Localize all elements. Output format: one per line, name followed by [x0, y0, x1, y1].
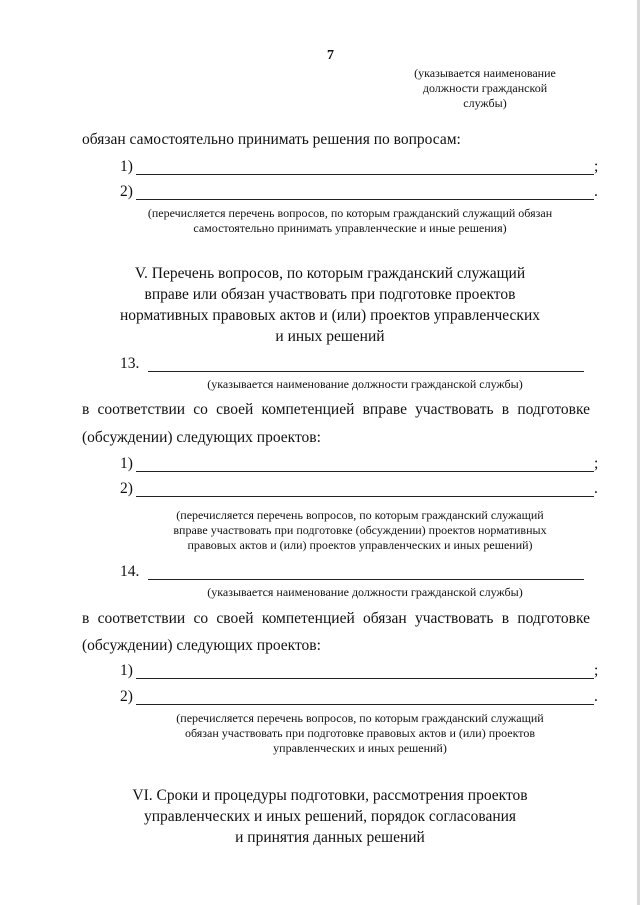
heading-line: управленческих и иных решений, порядок согласования	[143, 808, 517, 825]
note-line: правовых актов и (или) проектов управленческих и иных решений)	[187, 538, 533, 552]
heading-line: и принятия данных решений	[235, 829, 425, 846]
note-line: службы)	[463, 96, 507, 110]
section-5-heading	[80, 263, 580, 347]
blank-list-item-1	[120, 455, 600, 475]
note-line: (указывается наименование	[414, 66, 556, 80]
note-line: должности гражданской	[422, 81, 548, 95]
item-end-mark: ;	[594, 662, 599, 679]
item-14-text-line-2: (обсуждении) следующих проектов:	[82, 637, 321, 654]
blank-list-item-1	[120, 662, 600, 682]
page-number: 7	[327, 48, 334, 63]
fill-line	[136, 704, 594, 705]
list-note	[130, 508, 590, 553]
item-13-text-line-2: (обсуждении) следующих проектов:	[82, 429, 321, 446]
item-end-mark: ;	[594, 455, 599, 472]
section-6-heading	[80, 785, 580, 848]
item-number: 1)	[120, 662, 133, 679]
item-13-text-line-1: в соответствии со своей компетенцией вправе участвовать в подготовке	[82, 401, 590, 418]
fill-line	[136, 678, 594, 679]
note-line: управленческих и иных решений)	[273, 741, 447, 755]
heading-line: V. Перечень вопросов, по которым гражданский служащий	[134, 265, 526, 282]
fill-line	[136, 471, 594, 472]
item-number: 1)	[120, 158, 133, 175]
note-line: (перечисляется перечень вопросов, по которым гражданский служащий	[176, 711, 544, 725]
list-note	[110, 206, 590, 236]
position-name-note: (указывается наименование должности гражданской службы)	[207, 585, 523, 599]
heading-line: VI. Сроки и процедуры подготовки, рассмотрения проектов	[132, 787, 528, 804]
item-number: 2)	[120, 183, 133, 200]
blank-list-item-1	[120, 158, 600, 178]
fill-line	[136, 174, 594, 175]
item-number: 14.	[120, 563, 140, 580]
item-13-position-line	[120, 355, 590, 375]
blank-list-item-2	[120, 688, 600, 708]
blank-list-item-2	[120, 480, 600, 500]
item-number: 2)	[120, 480, 133, 497]
fill-line	[148, 371, 584, 372]
item-14-text-line-1: в соответствии со своей компетенцией обязан участвовать в подготовке	[82, 610, 590, 627]
list-note	[130, 711, 590, 756]
item-end-mark: ;	[594, 158, 599, 175]
item-end-mark: .	[594, 183, 598, 200]
item-number: 13.	[120, 355, 140, 372]
heading-line: и иных решений	[275, 328, 385, 345]
heading-line: нормативных правовых актов и (или) проектов управленческих	[119, 307, 541, 324]
fill-line	[148, 579, 584, 580]
note-line: (перечисляется перечень вопросов, по которым гражданский служащий	[176, 508, 544, 522]
item-number: 2)	[120, 688, 133, 705]
intro-line: обязан самостоятельно принимать решения по вопросам:	[82, 131, 461, 148]
heading-line: вправе или обязан участвовать при подготовке проектов	[144, 286, 516, 303]
fill-line	[136, 199, 594, 200]
note-line: обязан участвовать при подготовке правовых актов и (или) проектов	[184, 726, 536, 740]
item-end-mark: .	[594, 480, 598, 497]
note-line: самостоятельно принимать управленческие и иные решения)	[193, 221, 507, 235]
item-number: 1)	[120, 455, 133, 472]
item-end-mark: .	[594, 688, 598, 705]
blank-list-item-2	[120, 183, 600, 203]
position-name-note: (указывается наименование должности гражданской службы)	[207, 377, 523, 391]
position-name-note	[400, 66, 570, 111]
fill-line	[136, 496, 594, 497]
note-line: (перечисляется перечень вопросов, по которым гражданский служащий обязан	[147, 206, 553, 220]
item-14-position-line	[120, 563, 590, 583]
note-line: вправе участвовать при подготовке (обсуждении) проектов нормативных	[173, 523, 547, 537]
